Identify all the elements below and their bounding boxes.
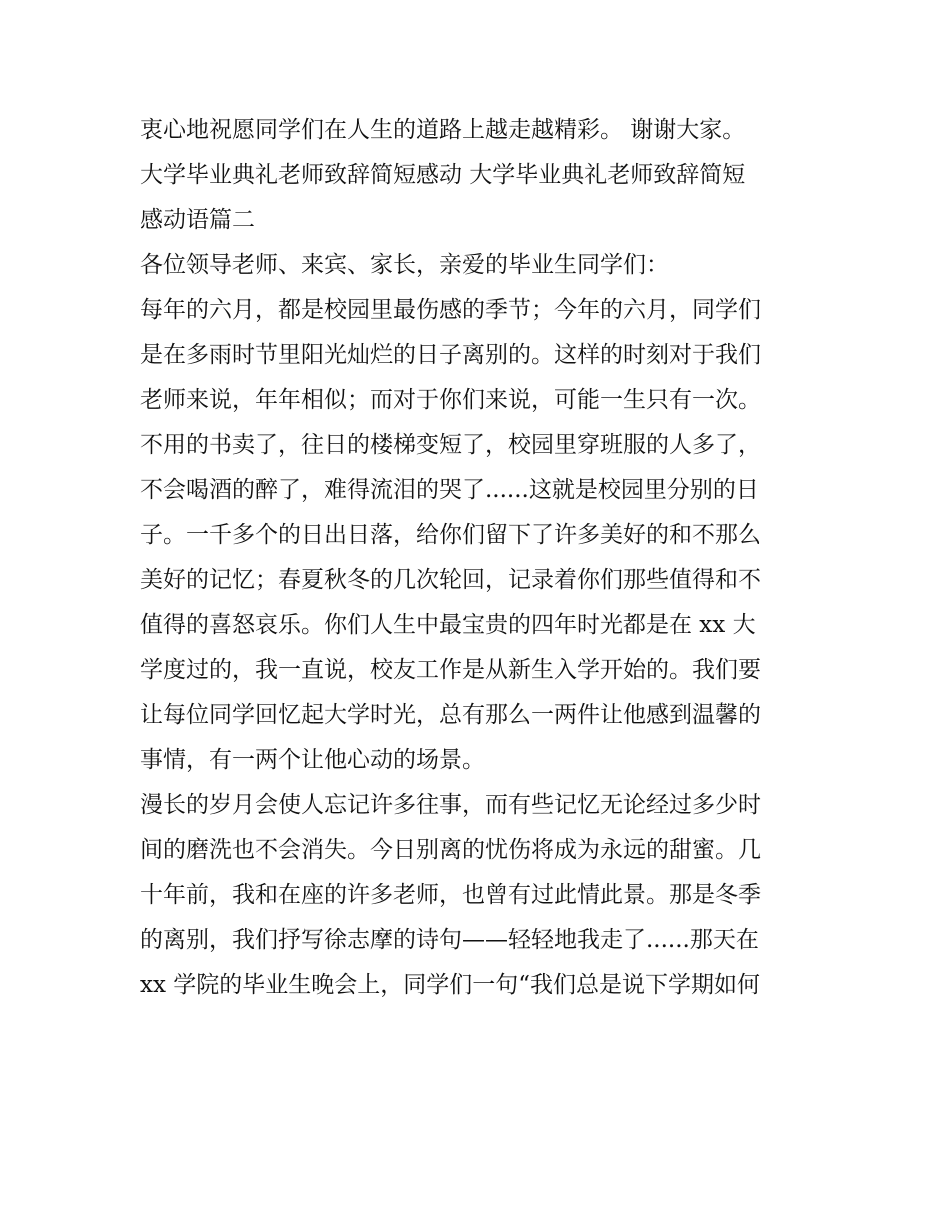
text-line: 感动语篇二 [140,207,255,233]
text-line: 漫长的岁月会使人忘记许多往事，而有些记忆无论经过多少时 [140,792,761,818]
text-line: xx 学院的毕业生晚会上，同学们一句“我们总是说下学期如何 [140,972,761,998]
text-line: 衷心地祝愿同学们在人生的道路上越走越精彩。 谢谢大家。 [140,117,746,143]
text-line: 不会喝酒的醉了，难得流泪的哭了......这就是校园里分别的日 [140,477,759,503]
text-line: 的离别，我们抒写徐志摩的诗句——轻轻地我走了......那天在 [140,927,759,953]
text-line: 十年前，我和在座的许多老师，也曾有过此情此景。那是冬季 [140,882,761,908]
text-line: 每年的六月，都是校园里最伤感的季节；今年的六月，同学们 [140,297,761,323]
text-line: 事情，有一两个让他心动的场景。 [140,747,485,773]
text-line: 值得的喜怒哀乐。你们人生中最宝贵的四年时光都是在 xx 大 [140,612,756,638]
text-line: 学度过的，我一直说，校友工作是从新生入学开始的。我们要 [140,657,761,683]
document-body [140,108,820,1008]
text-line: 不用的书卖了，往日的楼梯变短了，校园里穿班服的人多了， [140,432,761,458]
text-line: 间的磨洗也不会消失。今日别离的忧伤将成为永远的甜蜜。几 [140,837,761,863]
text-line: 各位领导老师、来宾、家长，亲爱的毕业生同学们： [140,252,669,278]
text-line: 美好的记忆；春夏秋冬的几次轮回，记录着你们那些值得和不 [140,567,761,593]
text-line: 老师来说，年年相似；而对于你们来说，可能一生只有一次。 [140,387,761,413]
text-line: 是在多雨时节里阳光灿烂的日子离别的。这样的时刻对于我们 [140,342,761,368]
text-line: 子。一千多个的日出日落，给你们留下了许多美好的和不那么 [140,522,761,548]
text-line: 让每位同学回忆起大学时光，总有那么一两件让他感到温馨的 [140,702,761,728]
text-line: 大学毕业典礼老师致辞简短感动 大学毕业典礼老师致辞简短 [140,162,746,188]
